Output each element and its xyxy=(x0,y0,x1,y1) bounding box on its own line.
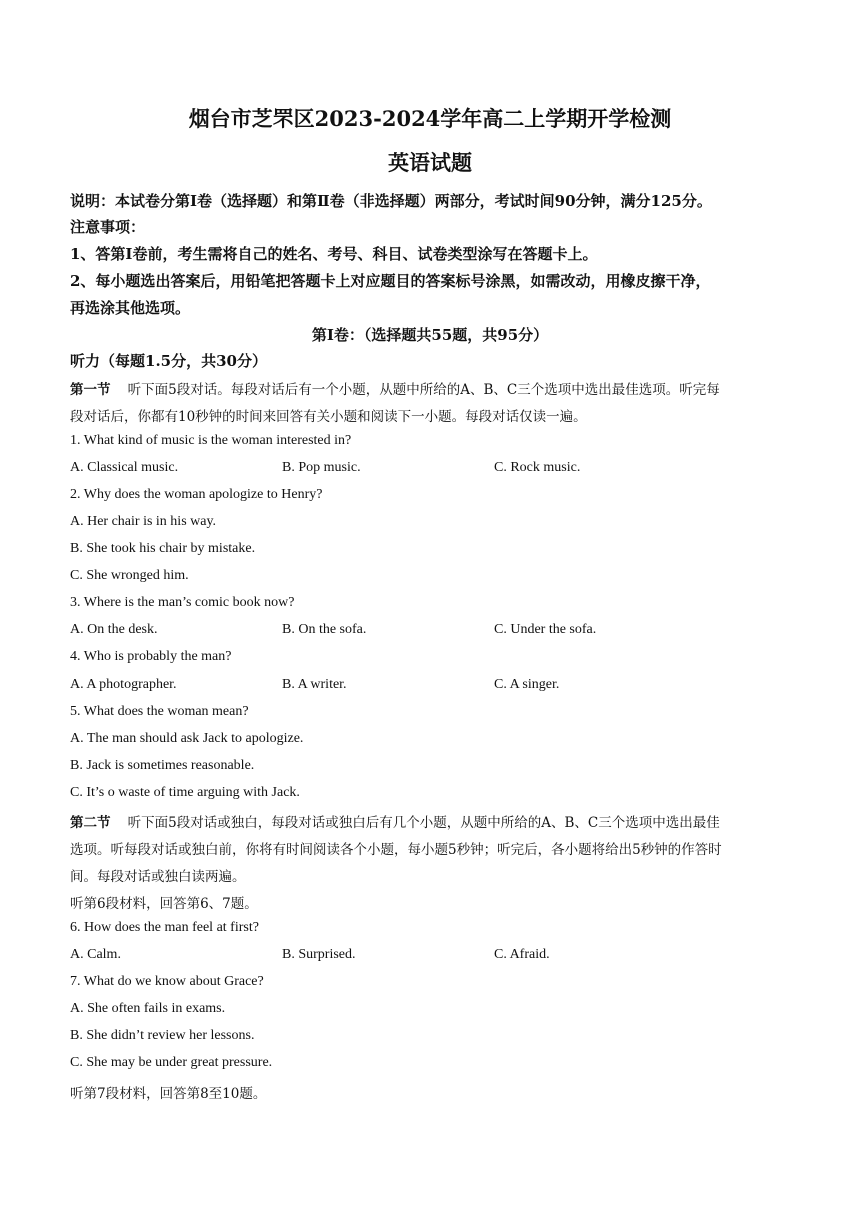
question-5: 5. What does the woman mean? xyxy=(70,704,249,719)
section1-desc-line2: 段对话后，你都有10秒钟的时间来回答有关小题和阅读下一小题。每段对话仅读一遍。 xyxy=(70,409,587,425)
question-7-option-a: A. She often fails in exams. xyxy=(70,1001,226,1016)
question-2-option-a: A. Her chair is in his way. xyxy=(70,514,217,529)
instruction-item-2-line1: 2、每小题选出答案后，用铅笔把答题卡上对应题目的答案标号涂黑，如需改动，用橡皮擦干净， xyxy=(70,272,711,290)
option-c: C. Under the sofa. xyxy=(494,622,597,637)
attention-heading: 注意事项： xyxy=(70,218,146,236)
instruction-item-1: 1、答第Ⅰ卷前，考生需将自己的姓名、考号、科目、试卷类型涂写在答题卡上。 xyxy=(70,245,598,263)
section1-label: 第一节 xyxy=(70,382,111,398)
question-2-option-b: B. She took his chair by mistake. xyxy=(70,541,256,556)
option-c: C. Afraid. xyxy=(494,947,550,962)
option-a: A. A photographer. xyxy=(70,677,177,692)
section1-desc-text: 听下面5段对话。每段对话后有一个小题，从题中所给的A、B、C三个选项中选出最佳选项。听完每 xyxy=(127,382,720,398)
question-1: 1. What kind of music is the woman interested in? xyxy=(70,433,352,448)
instruction-item-2-line2: 再选涂其他选项。 xyxy=(70,299,191,317)
section2-label: 第二节 xyxy=(70,815,111,831)
question-7-option-b: B. She didn’t review her lessons. xyxy=(70,1028,255,1043)
question-2-option-c: C. She wronged him. xyxy=(70,568,189,583)
section2-desc-line3: 间。每段对话或独白读两遍。 xyxy=(70,869,246,885)
option-c: C. A singer. xyxy=(494,677,560,692)
material-6-heading: 听第6段材料，回答第6、7题。 xyxy=(70,896,258,912)
part1-heading: 第Ⅰ卷：（选择题共55题，共95分） xyxy=(311,326,549,344)
question-4: 4. Who is probably the man? xyxy=(70,649,232,664)
question-6: 6. How does the man feel at first? xyxy=(70,920,259,935)
option-b: B. A writer. xyxy=(282,677,347,692)
listening-heading: 听力（每题1.5分，共30分） xyxy=(70,352,267,370)
material-7-heading: 听第7段材料，回答第8至10题。 xyxy=(70,1086,267,1102)
question-7: 7. What do we know about Grace? xyxy=(70,974,264,989)
option-b: B. Pop music. xyxy=(282,460,361,475)
option-b: B. Surprised. xyxy=(282,947,356,962)
exam-title: 烟台市芝罘区2023-2024学年高二上学期开学检测 xyxy=(188,106,672,131)
option-c: C. Rock music. xyxy=(494,460,581,475)
section2-desc-line2: 选项。听每段对话或独白前，你将有时间阅读各个小题，每小题5秒钟；听完后，各小题将给出5秒钟的作答时 xyxy=(70,842,722,858)
exam-subtitle: 英语试题 xyxy=(388,150,472,175)
question-5-option-b: B. Jack is sometimes reasonable. xyxy=(70,758,255,773)
section2-desc-line1 xyxy=(70,811,720,831)
question-2: 2. Why does the woman apologize to Henry? xyxy=(70,487,323,502)
option-b: B. On the sofa. xyxy=(282,622,367,637)
option-a: A. Calm. xyxy=(70,947,121,962)
question-7-option-c: C. She may be under great pressure. xyxy=(70,1055,273,1070)
section1-desc-line1 xyxy=(70,378,720,398)
question-3: 3. Where is the man’s comic book now? xyxy=(70,595,295,610)
option-a: A. On the desk. xyxy=(70,622,158,637)
question-5-option-a: A. The man should ask Jack to apologize. xyxy=(70,731,304,746)
instructions-note: 说明：本试卷分第Ⅰ卷（选择题）和第Ⅱ卷（非选择题）两部分，考试时间90分钟，满分125分。 xyxy=(70,192,712,210)
question-5-option-c: C. It’s o waste of time arguing with Jack. xyxy=(70,785,300,800)
option-a: A. Classical music. xyxy=(70,460,179,475)
section2-desc-text: 听下面5段对话或独白，每段对话或独白后有几个小题，从题中所给的A、B、C三个选项中选出最佳 xyxy=(127,815,720,831)
